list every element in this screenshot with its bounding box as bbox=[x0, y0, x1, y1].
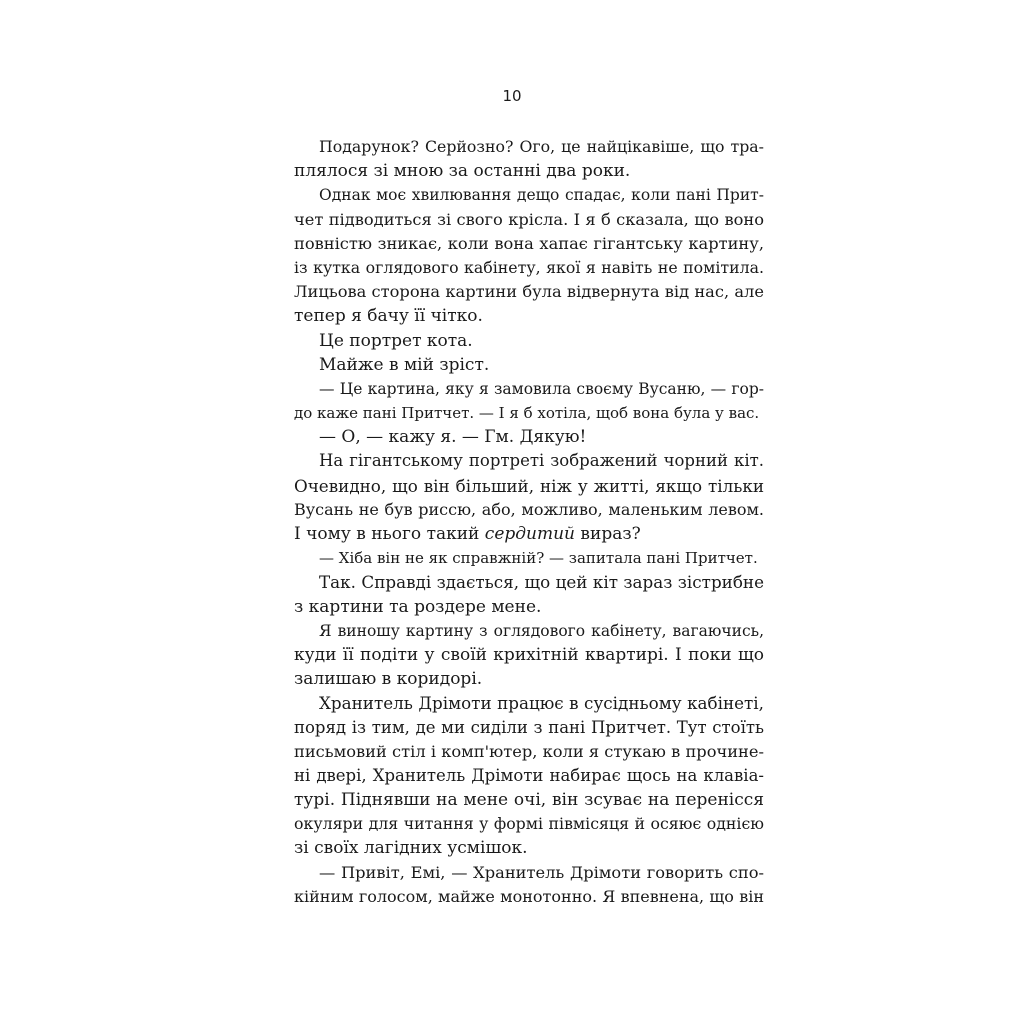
text-line: Однак моє хвилювання дещо спадає, коли пані Прит- bbox=[319, 186, 764, 205]
text-line: Очевидно, що він більший, ніж у житті, якщо тільки bbox=[294, 475, 764, 496]
text-line: На гігантському портреті зображений чорний кіт. bbox=[319, 451, 764, 471]
text-line: — О, — кажу я. — Гм. Дякую! bbox=[319, 427, 587, 448]
text-line: зі своїх лагідних усмішок. bbox=[294, 838, 528, 859]
page-number: 10 bbox=[502, 87, 522, 105]
text-line: з картини та роздере мене. bbox=[294, 596, 542, 617]
text-line: Так. Справді здається, що цей кіт зараз зістрибне bbox=[319, 572, 764, 593]
text-line: залишаю в коридорі. bbox=[294, 669, 483, 690]
text-line: Я виношу картину з оглядового кабінету, вагаючись, bbox=[319, 621, 764, 640]
text-line: Лицьова сторона картини була відвернута від нас, але bbox=[294, 282, 764, 302]
text-line: ні двері, Хранитель Дрімоти набирає щось на клавіа- bbox=[294, 765, 764, 785]
text-line: плялося зі мною за останні два роки. bbox=[294, 161, 631, 182]
text-line: до каже пані Притчет. — І я б хотіла, щоб вона була у вас. bbox=[294, 404, 760, 423]
text-line: кійним голосом, майже монотонно. Я впевнена, що він bbox=[294, 886, 764, 906]
text-line: турі. Піднявши на мене очі, він зсуває на перенісся bbox=[294, 790, 764, 811]
text-line: окуляри для читання у формі півмісяця й осяює однією bbox=[294, 814, 764, 834]
text-line: повністю зникає, коли вона хапає гігантську картину, bbox=[294, 233, 764, 253]
text-line: — Привіт, Емі, — Хранитель Дрімоти говорить спо- bbox=[319, 862, 764, 882]
text-line: поряд із тим, де ми сиділи з пані Притчет. Тут стоїть bbox=[294, 717, 764, 737]
text-run: вираз? bbox=[575, 524, 641, 544]
body-text bbox=[294, 135, 764, 909]
text-line: Подарунок? Серйозно? Ого, це найцікавіше, що тра- bbox=[319, 137, 764, 156]
text-line: Це портрет кота. bbox=[319, 330, 473, 351]
text-line: чет підводиться зі свого крісла. І я б сказала, що воно bbox=[294, 209, 764, 229]
text-line: куди її подіти у своїй крихітній квартирі. І поки що bbox=[294, 644, 764, 665]
emphasized-word: сердитий bbox=[484, 524, 576, 544]
text-line bbox=[294, 522, 764, 546]
text-run: І чому в нього такий bbox=[294, 524, 485, 544]
text-line: — Хіба він не як справжній? — запитала пані Притчет. bbox=[319, 549, 758, 568]
text-line: із кутка оглядового кабінету, якої я навіть не помітила. bbox=[294, 257, 764, 277]
text-line: Вусань не був риссю, або, можливо, маленьким левом. bbox=[294, 499, 764, 519]
text-line: письмовий стіл і комп'ютер, коли я стукаю в прочине- bbox=[294, 741, 764, 761]
text-line: Хранитель Дрімоти працює в сусідньому кабінеті, bbox=[319, 693, 764, 714]
text-line: Майже в мій зріст. bbox=[319, 354, 490, 375]
text-line: тепер я бачу її чітко. bbox=[294, 306, 483, 327]
text-line: — Це картина, яку я замовила своєму Вусаню, — гор- bbox=[319, 379, 764, 398]
